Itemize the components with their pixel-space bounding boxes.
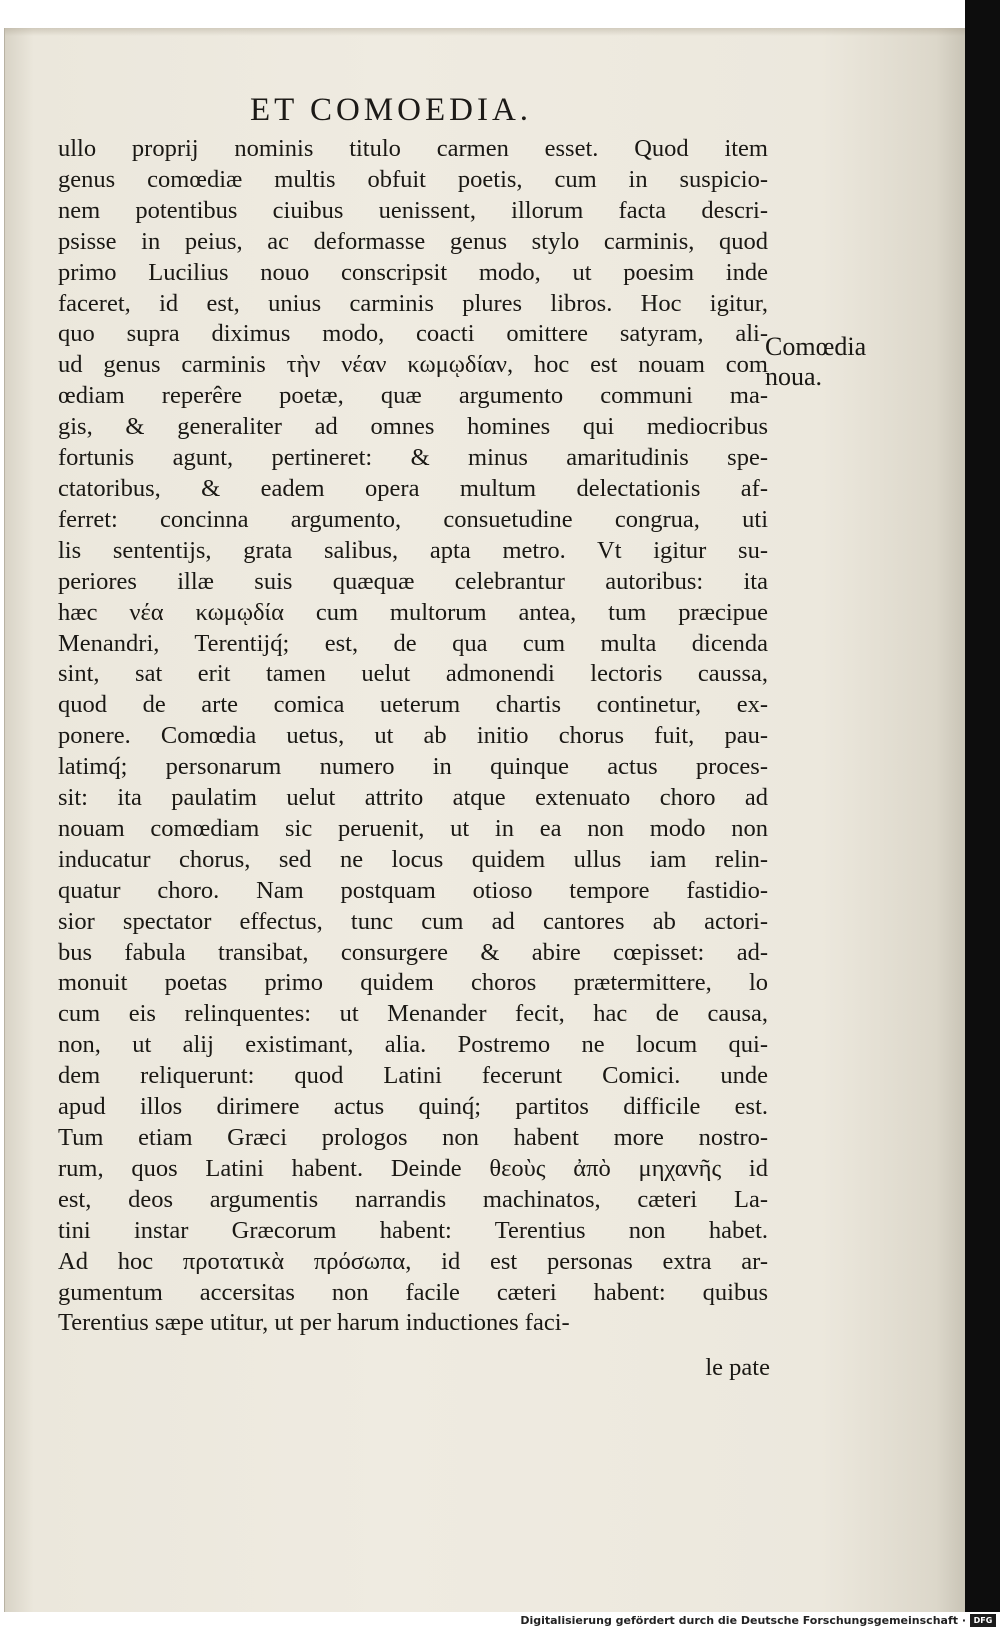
text-line: sit: ita paulatim uelut attrito atque extenuato choro ad <box>58 784 768 812</box>
text-line: est, deos argumentis narrandis machinatos, cæteri La- <box>58 1185 768 1213</box>
text-line: genus comœdiæ multis obfuit poetis, cum in suspicio- <box>58 165 768 193</box>
text-line: sior spectator effectus, tunc cum ad cantores ab actori- <box>58 907 768 935</box>
text-line: Tum etiam Græci prologos non habent more nostro- <box>58 1124 768 1151</box>
text-line: non, ut alij existimant, alia. Postremo ne locum qui- <box>58 1031 768 1059</box>
text-line: ullo proprij nominis titulo carmen esset. Quod item <box>58 135 768 162</box>
text-line: apud illos dirimere actus quinq́; partitos difficile est. <box>58 1093 768 1121</box>
text-line: dem reliquerunt: quod Latini fecerunt Comici. unde <box>58 1062 768 1090</box>
marginal-note-line: noua. <box>765 362 823 391</box>
text-line: œdiam reperêre poetæ, quæ argumento communi ma- <box>58 382 768 410</box>
running-head: ET COMOEDIA. <box>250 92 533 128</box>
text-line: inducatur chorus, sed ne locus quidem ullus iam relin- <box>58 845 768 873</box>
text-line: quatur choro. Nam postquam otioso tempore fastidio- <box>58 876 768 904</box>
text-line: nem potentibus ciuibus uenissent, illorum facta descri- <box>58 196 768 224</box>
text-line: bus fabula transibat, consurgere & abire cœpisset: ad- <box>58 938 768 966</box>
text-line: hæc νέα κωμῳδία cum multorum antea, tum præcipue <box>58 598 768 626</box>
digitization-credit: Digitalisierung gefördert durch die Deutsche Forschungsgemeinschaft · <box>520 1614 966 1627</box>
text-line: Ad hoc προτατικὰ πρόσωπα, id est personas extra ar- <box>58 1247 768 1275</box>
marginal-note <box>765 332 895 392</box>
text-line: tini instar Græcorum habent: Terentius non habet. <box>58 1216 768 1244</box>
text-line: quo supra diximus modo, coacti omittere satyram, ali- <box>58 320 768 348</box>
text-line: sint, sat erit tamen uelut admonendi lectoris caussa, <box>58 660 768 688</box>
text-line: quod de arte comica ueterum chartis continetur, ex- <box>58 691 768 719</box>
text-line: Terentius sæpe utitur, ut per harum inductiones faci- <box>58 1309 570 1337</box>
text-line: fortunis agunt, pertineret: & minus amaritudinis spe- <box>58 444 768 472</box>
text-line: nouam comœdiam sic peruenit, ut in ea non modo non <box>58 814 768 842</box>
body-text <box>58 134 768 1339</box>
text-line: lis sententijs, grata salibus, apta metro. Vt igitur su- <box>58 536 768 564</box>
scan-border-edge <box>965 0 1000 1612</box>
text-line: cum eis relinquentes: ut Menander fecit, hac de causa, <box>58 1000 768 1028</box>
dfg-logo-icon: DFG <box>970 1614 996 1627</box>
text-line: periores illæ suis quæquæ celebrantur autoribus: ita <box>58 567 768 595</box>
text-line: primo Lucilius nouo conscripsit modo, ut poesim inde <box>58 258 768 286</box>
marginal-note-line: Comœdia <box>765 332 867 361</box>
text-line: psisse in peius, ac deformasse genus stylo carminis, quod <box>58 227 768 255</box>
catchword: le pate <box>705 1354 770 1381</box>
text-line: ponere. Comœdia uetus, ut ab initio chorus fuit, pau- <box>58 722 768 750</box>
text-line: gis, & generaliter ad omnes homines qui mediocribus <box>58 413 768 441</box>
text-line: ud genus carminis τὴν νέαν κωμῳδίαν, hoc est nouam com <box>58 351 768 379</box>
text-line: monuit poetas primo quidem choros prætermittere, lo <box>58 969 768 997</box>
text-line: latimq́; personarum numero in quinque actus proces- <box>58 753 768 781</box>
text-line: faceret, id est, unius carminis plures libros. Hoc igitur, <box>58 289 768 317</box>
text-line: rum, quos Latini habent. Deinde θεοὺς ἀπὸ μηχανῆς id <box>58 1154 768 1182</box>
text-line: ctatoribus, & eadem opera multum delectationis af- <box>58 474 768 502</box>
text-line: Menandri, Terentijq́; est, de qua cum multa dicenda <box>58 629 768 657</box>
text-line: gumentum accersitas non facile cæteri habent: quibus <box>58 1278 768 1306</box>
text-line: ferret: concinna argumento, consuetudine congrua, uti <box>58 505 768 533</box>
